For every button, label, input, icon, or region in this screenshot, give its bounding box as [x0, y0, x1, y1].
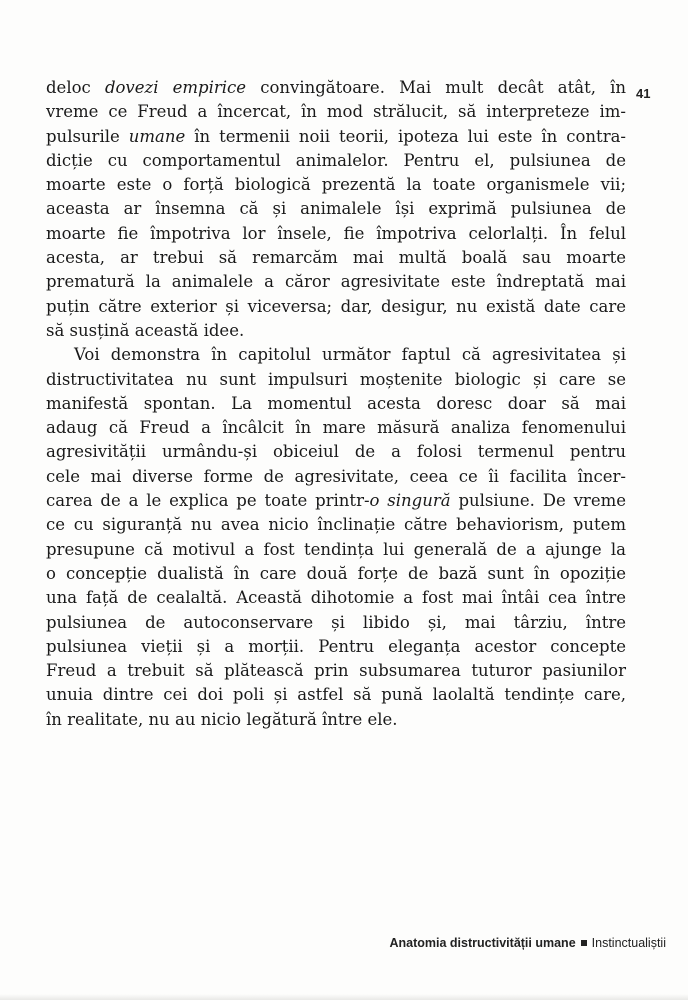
emphasis: umane [128, 126, 186, 146]
text-line: moarte fie împotriva lor însele, fie împotriva celorlalți. În felul [46, 223, 626, 243]
paragraph [46, 343, 626, 732]
text-line: în realitate, nu au nicio legătură între ele. [46, 709, 398, 729]
emphasis: o singură [369, 491, 451, 511]
text-line: adaug că Freud a încâlcit în mare măsură analiza fenomenului [46, 418, 626, 438]
text-line: pulsiunea de autoconservare și libido și, mai târziu, între [46, 612, 626, 632]
text-line: prematură la animalele a căror agresivitate este îndreptată mai [46, 272, 626, 292]
footer-book-title: Anatomia distructivității umane [389, 936, 576, 950]
text-line: o concepție dualistă în care două forțe de bază sunt în opoziție [46, 563, 626, 583]
text-line: unuia dintre cei doi poli și astfel să pună laolaltă tendințe care, [46, 685, 626, 705]
text-line: acesta, ar trebui să remarcăm mai multă boală sau moarte [46, 248, 626, 268]
text-line: aceasta ar însemna că și animalele își exprimă pulsiunea de [46, 199, 626, 219]
running-footer [390, 936, 667, 950]
text-line: să susțină această idee. [46, 320, 245, 340]
text-line: agresivității urmându-și obiceiul de a folosi termenul pentru [46, 442, 626, 462]
text-line: vreme ce Freud a încercat, în mod strălucit, să interpreteze im- [46, 102, 626, 122]
text-line: manifestă spontan. La momentul acesta doresc doar să mai [46, 393, 626, 413]
text-line: puțin către exterior și viceversa; dar, desigur, nu există date care [46, 296, 626, 316]
text-line: carea de a le explica pe toate printr-o singură pulsiune. De vreme [46, 491, 626, 511]
text-line: pulsurile umane în termenii noii teorii, ipoteza lui este în contra- [46, 126, 626, 146]
text-line: deloc dovezi empirice convingătoare. Mai mult decât atât, în [46, 78, 626, 97]
text-line: cele mai diverse forme de agresivitate, ceea ce îi facilita încer- [46, 466, 626, 486]
text-line: pulsiunea vieții și a morții. Pentru eleganța acestor concepte [46, 636, 626, 656]
text-line: presupune că motivul a fost tendința lui generală de a ajunge la [46, 539, 626, 559]
footer-chapter-title: Instinctualiștii [591, 936, 666, 950]
text-line: Voi demonstra în capitolul următor faptul că agresivitatea și [74, 345, 626, 365]
paragraph [46, 76, 626, 343]
page-number: 41 [636, 86, 651, 101]
text-line: distructivitatea nu sunt impulsuri moștenite biologic și care se [46, 369, 626, 389]
page-edge-shadow [0, 994, 688, 1000]
square-bullet-icon [581, 940, 587, 946]
emphasis: dovezi empirice [104, 78, 247, 97]
text-line: una față de cealaltă. Această dihotomie a fost mai întâi cea între [46, 588, 626, 608]
text-line: dicție cu comportamentul animalelor. Pentru el, pulsiunea de [46, 150, 626, 170]
text-line: ce cu siguranță nu avea nicio înclinație către behaviorism, putem [46, 515, 626, 535]
text-line: Freud a trebuit să plătească prin subsumarea tuturor pasiunilor [46, 661, 626, 681]
text-line: moarte este o forță biologică prezentă la toate organismele vii; [46, 175, 626, 195]
body-text [46, 76, 626, 732]
